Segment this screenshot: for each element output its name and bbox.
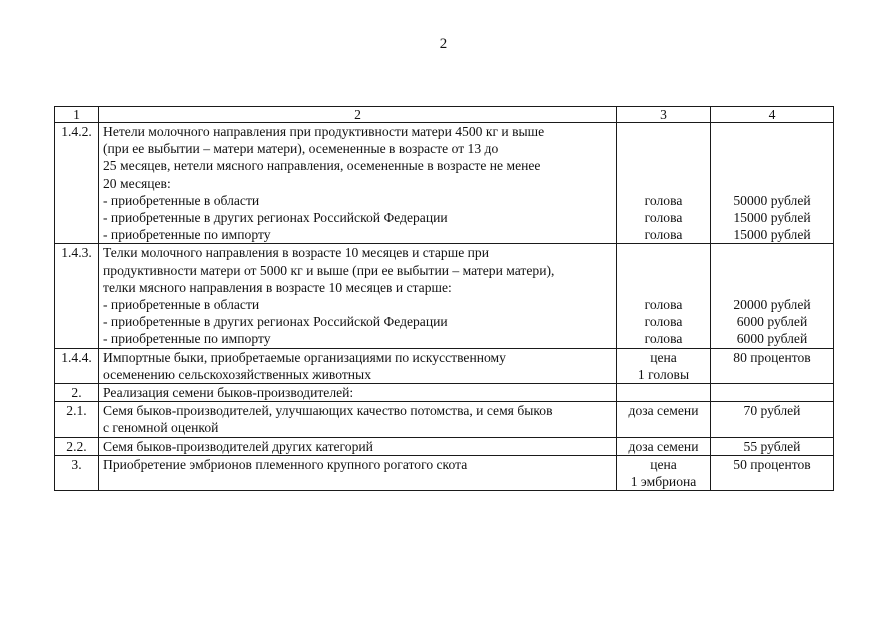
row-rate [711,402,834,437]
page-number: 2 [439,36,448,52]
table-row [55,402,834,437]
description-line: 25 месяцев, нетели мясного направления, осемененные в возрасте не менее [103,158,541,174]
row-description [99,348,617,383]
row-unit [617,123,711,244]
row-number: 2.2. [55,437,99,455]
row-number: 1.4.4. [55,348,99,383]
header-col-2: 2 [99,107,617,123]
description-line: телки мясного направления в возрасте 10 месяцев и старше: [103,279,452,295]
row-number: 2.1. [55,402,99,437]
subsidy-rates-table [54,106,834,491]
row-number: 3. [55,455,99,490]
unit-line: цена [650,349,677,365]
row-unit [617,402,711,437]
item-unit: голова [644,209,683,225]
unit-line: 1 головы [637,366,690,382]
item-rate: 20000 рублей [733,296,811,312]
rate-line: 55 рублей [743,438,801,454]
item-label: - приобретенные по импорту [103,227,271,243]
description-line: осеменению сельскохозяйственных животных [103,366,371,382]
row-rate [711,455,834,490]
rate-line: 70 рублей [743,403,801,419]
item-rate: 15000 рублей [733,227,811,243]
table-row [55,437,834,455]
row-number: 1.4.2. [55,123,99,244]
description-line: с геномной оценкой [103,420,219,436]
item-label: - приобретенные в области [103,192,260,208]
row-rate [711,437,834,455]
table-header-row [55,107,834,123]
description-line: Семя быков-производителей, улучшающих качество потомства, и семя быков [103,403,553,419]
unit-line: доза семени [628,438,699,454]
description-line: Телки молочного направления в возрасте 10 месяцев и старше при [103,245,489,261]
item-rate: 15000 рублей [733,209,811,225]
row-description [99,402,617,437]
row-description [99,384,617,402]
table-row [55,244,834,348]
row-description [99,455,617,490]
row-description [99,123,617,244]
item-label: - приобретенные в области [103,297,260,313]
unit-line: цена [650,456,677,472]
item-label: - приобретенные в других регионах Российской Федерации [103,314,448,330]
row-rate [711,123,834,244]
item-unit: голова [644,227,683,243]
row-unit [617,455,711,490]
item-label: - приобретенные по импорту [103,331,271,347]
description-line: продуктивности матери от 5000 кг и выше (при ее выбытии – матери матери), [103,262,555,278]
header-col-3: 3 [617,107,711,123]
description-line: Семя быков-производителей других категорий [103,438,373,454]
item-rate: 6000 рублей [736,331,808,347]
item-rate: 50000 рублей [733,192,811,208]
header-col-1: 1 [55,107,99,123]
description-line: Приобретение эмбрионов племенного крупного рогатого скота [103,456,468,472]
item-unit: голова [644,314,683,330]
rate-line: 50 процентов [733,456,811,472]
unit-line: доза семени [628,403,699,419]
item-unit: голова [644,192,683,208]
table-row [55,455,834,490]
description-line: Нетели молочного направления при продуктивности матери 4500 кг и выше [103,124,545,139]
row-description [99,244,617,348]
item-unit: голова [644,296,683,312]
unit-line: 1 эмбриона [630,474,697,490]
row-unit [617,437,711,455]
description-line: (при ее выбытии – матери матери), осемененные в возрасте от 13 до [103,141,499,157]
row-unit [617,244,711,348]
row-number: 1.4.3. [55,244,99,348]
rate-line: 80 процентов [733,349,811,365]
item-unit: голова [644,331,683,347]
row-description [99,437,617,455]
table-row [55,123,834,244]
header-col-4: 4 [711,107,834,123]
item-label: - приобретенные в других регионах Российской Федерации [103,210,448,226]
description-line: Реализация семени быков-производителей: [103,385,354,401]
description-line: Импортные быки, приобретаемые организациями по искусственному [103,349,506,365]
row-number: 2. [55,384,99,402]
row-unit [617,348,711,383]
table-row [55,348,834,383]
row-unit [617,384,711,402]
row-rate [711,348,834,383]
table-row [55,384,834,402]
row-rate [711,384,834,402]
item-rate: 6000 рублей [736,314,808,330]
description-line: 20 месяцев: [103,175,171,191]
row-rate [711,244,834,348]
